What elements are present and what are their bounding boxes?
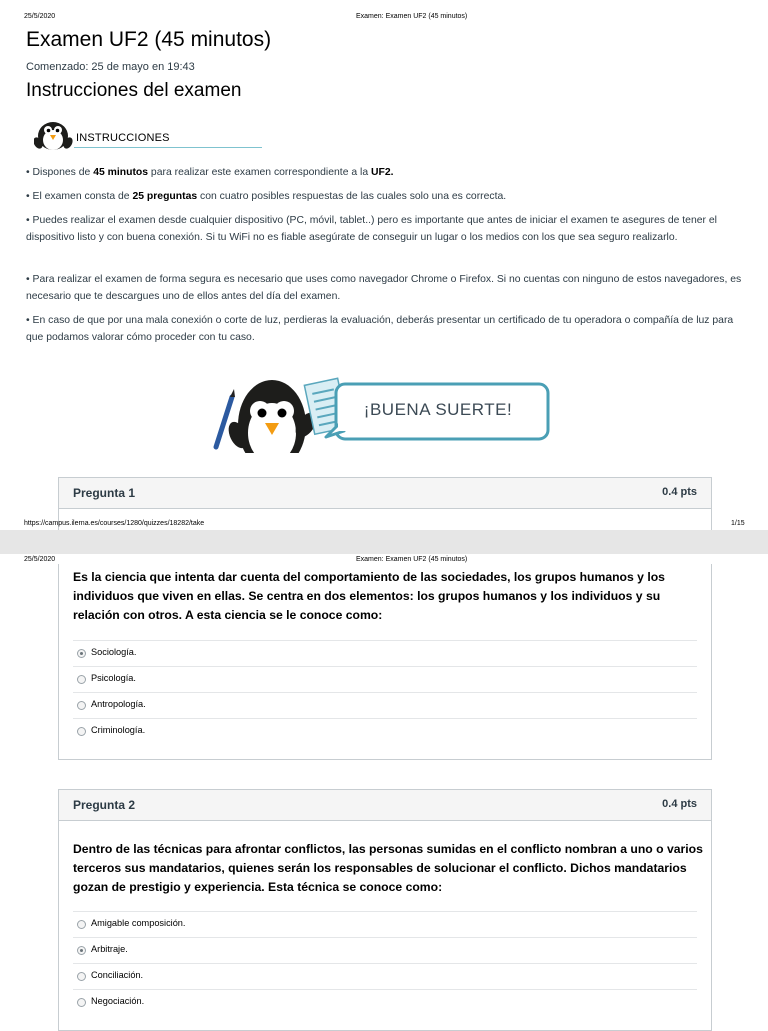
instructions-banner-label: INSTRUCCIONES [76,132,170,144]
instruction-device: • Puedes realizar el examen desde cualquier dispositivo (PC, móvil, tablet..) pero es importante que antes de iniciar el examen te asegures de tener el dispositivo listo y con buena conexión. Si tu WiFi no es fiable asegúrate de conseguir un lugar o los medios con los que sea seguro realizarlo. [26,215,717,243]
answer-option[interactable]: Psicología. [73,666,697,692]
question-2-answers [73,911,697,1015]
question-1-text: Es la ciencia que intenta dar cuenta del comportamiento de las sociedades, los grupos humanos y los individuos que viven en ellas. Se centra en dos elementos: los grupos humanos y los individuos y su relación con otros. A esta ciencia se le conoce como: [73,570,665,622]
instruction-question-count: • El examen consta de 25 preguntas con cuatro posibles respuestas de las cuales solo una es correcta. [26,191,507,202]
question-2 [58,789,712,1031]
page-break [0,530,768,554]
answer-option[interactable]: Criminología. [73,718,697,744]
radio-button[interactable] [77,998,86,1007]
instruction-browser: • Para realizar el examen de forma segura es necesario que uses como navegador Chrome o Firefox. Si no cuentas con ninguno de estos navegadores, es necesario que te descargues uno de ellos antes del día del examen. [26,274,742,302]
question-2-text: Dentro de las técnicas para afrontar conflictos, las personas sumidas en el conflicto nombran a uno o varios terceros sus mandatarios, quienes serán los responsables de solucionar el conflicto. Dichos mandatarios gozan de prestigio y experiencia. Esta técnica se conoce como: [73,842,703,894]
banner-rule [74,147,262,148]
print-date-page2: 25/5/2020 [24,556,56,563]
penguin-icon [34,116,74,150]
answer-option[interactable]: Antropología. [73,692,697,718]
radio-button[interactable] [77,675,86,684]
question-1-header [59,478,711,509]
print-doc-title: Examen: Examen UF2 (45 minutos) [356,13,468,20]
instructions-heading: Instrucciones del examen [26,80,242,101]
print-doc-title-page2: Examen: Examen UF2 (45 minutos) [356,556,468,563]
radio-button[interactable] [77,920,86,929]
started-timestamp: Comenzado: 25 de mayo en 19:43 [26,61,195,73]
radio-button[interactable] [77,701,86,710]
answer-option[interactable]: Negociación. [73,989,697,1015]
answer-option[interactable]: Amigable composición. [73,911,697,937]
good-luck-text: ¡BUENA SUERTE! [363,400,513,419]
radio-button[interactable] [77,727,86,736]
radio-button-selected[interactable] [77,946,86,955]
question-2-title: Pregunta 2 [73,798,136,812]
good-luck-illustration [210,375,555,453]
question-2-points: 0.4 pts [662,798,697,810]
radio-button-selected[interactable] [77,649,86,658]
question-1-answers [73,640,697,744]
exam-title: Examen UF2 (45 minutos) [26,28,272,51]
instruction-connection: • En caso de que por una mala conexión o corte de luz, perdieras la evaluación, deberás presentar un certificado de tu operadora o compañía de luz para que podamos valorar cómo proceder con tu caso. [26,315,734,343]
answer-option[interactable]: Arbitraje. [73,937,697,963]
radio-button[interactable] [77,972,86,981]
print-page-number: 1/15 [731,520,745,527]
instruction-duration: • Dispones de 45 minutos para realizar este examen correspondiente a la UF2. [26,167,394,178]
instructions-banner [34,116,262,150]
print-date: 25/5/2020 [24,13,56,20]
question-1-title: Pregunta 1 [73,486,136,500]
question-2-header [59,790,711,821]
answer-option[interactable]: Sociología. [73,640,697,666]
question-1-body [58,564,712,760]
print-url: https://campus.ilerna.es/courses/1280/quizzes/18282/take [24,520,205,527]
question-1-points: 0.4 pts [662,486,697,498]
answer-option[interactable]: Conciliación. [73,963,697,989]
